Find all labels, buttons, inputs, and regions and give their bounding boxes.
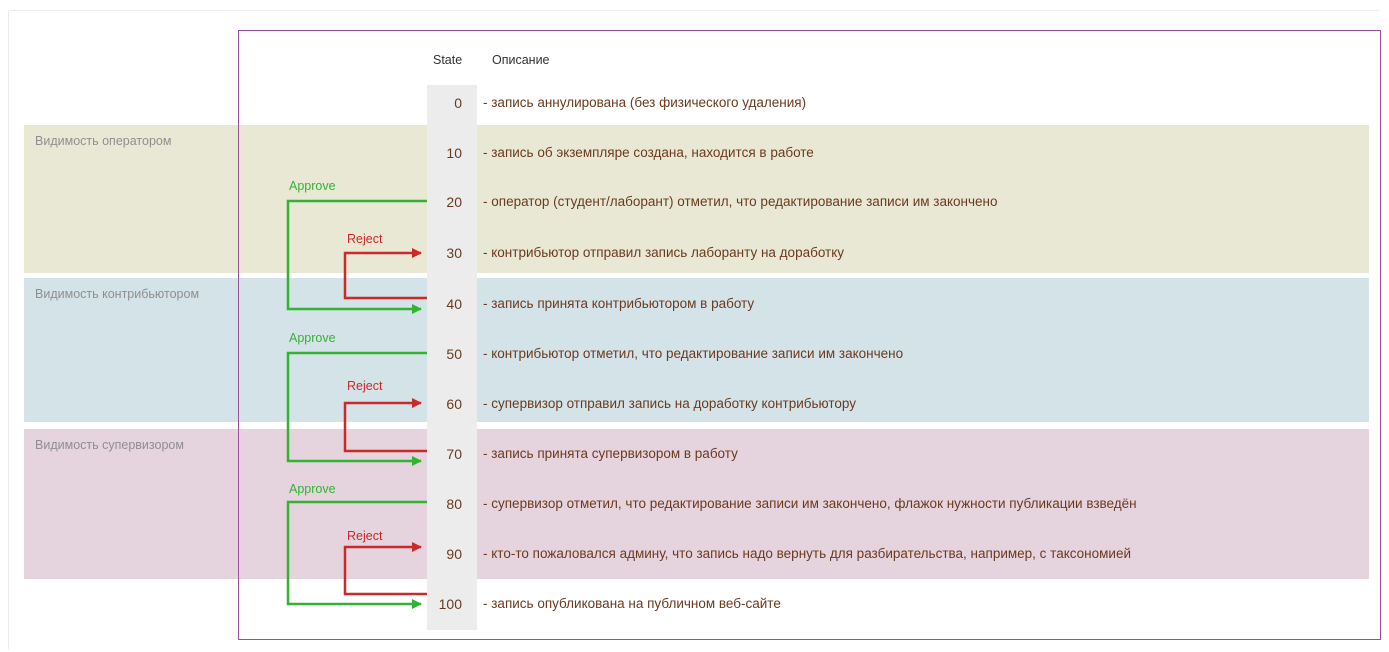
state-value: 40 [446, 296, 462, 312]
state-value: 10 [446, 145, 462, 161]
state-value: 20 [446, 194, 462, 210]
state-description: - контрибьютор отправил запись лаборанту на доработку [483, 245, 845, 260]
reject-arrow-100-90 [345, 547, 427, 594]
state-value: 60 [446, 396, 462, 412]
state-value: 0 [454, 95, 462, 111]
reject-arrow-70-60 [345, 403, 427, 451]
band-supervisor-label: Видимость супервизором [35, 438, 184, 452]
reject-label: Reject [347, 379, 383, 393]
state-value: 90 [446, 546, 462, 562]
approve-label: Approve [289, 482, 336, 496]
band-operator-label: Видимость оператором [35, 134, 172, 148]
approve-label: Approve [289, 179, 336, 193]
state-value: 80 [446, 496, 462, 512]
state-value: 50 [446, 346, 462, 362]
band-contributor-label: Видимость контрибьютором [35, 287, 200, 301]
reject-arrow-40-30 [345, 253, 427, 298]
state-value: 30 [446, 245, 462, 261]
state-description: - супервизор отправил запись на доработку контрибьютору [483, 396, 857, 411]
state-description: - контрибьютор отметил, что редактирование записи им закончено [483, 346, 904, 361]
state-description: - запись принята супервизором в работу [483, 446, 738, 461]
state-value: 70 [446, 446, 462, 462]
header-description: Описание [492, 53, 550, 67]
state-description: - оператор (студент/лаборант) отметил, что редактирование записи им закончено [483, 194, 998, 209]
state-description: - запись аннулирована (без физического удаления) [483, 95, 807, 110]
state-description: - запись принята контрибьютором в работу [483, 296, 755, 311]
approve-arrow-80-100 [288, 502, 427, 604]
reject-label: Reject [347, 232, 383, 246]
state-value: 100 [438, 596, 462, 612]
state-description: - запись об экземпляре создана, находится в работе [483, 145, 814, 160]
state-description: - кто-то пожаловался админу, что запись надо вернуть для разбирательства, например, с таксономией [483, 546, 1132, 561]
approve-label: Approve [289, 331, 336, 345]
reject-label: Reject [347, 529, 383, 543]
state-description: - запись опубликована на публичном веб-сайте [483, 596, 781, 611]
header-state: State [433, 53, 463, 67]
state-description: - супервизор отметил, что редактирование записи им закончено, флажок нужности публикации взведён [483, 496, 1137, 511]
approve-arrow-50-70 [288, 353, 427, 461]
approve-arrow-20-40 [288, 201, 427, 309]
